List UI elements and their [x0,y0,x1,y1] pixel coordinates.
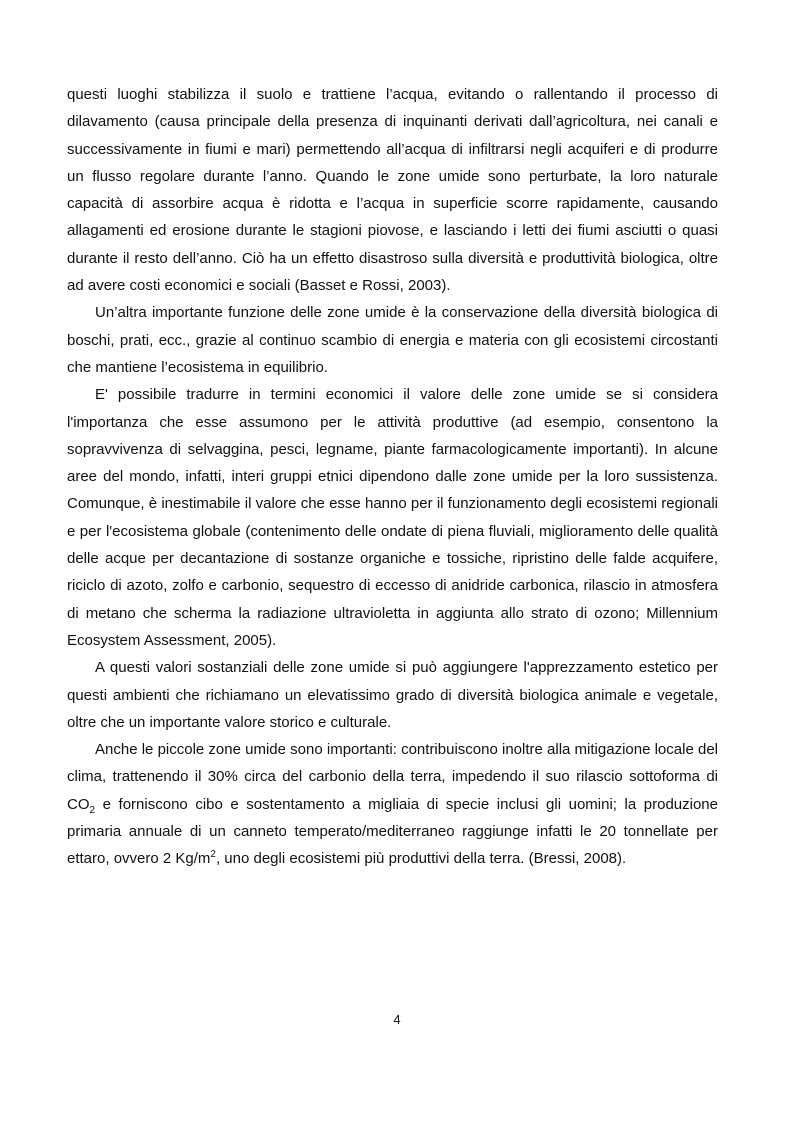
subscript-two: 2 [89,804,96,816]
superscript-two: 2 [210,849,216,861]
paragraph-piccole-zone-umide [67,736,718,872]
paragraph-text-part3: , uno degli ecosistemi più produttivi della terra. (Bressi, 2008). [215,850,627,868]
paragraph-text-part1: Anche le piccole zone umide sono importanti: contribuiscono inoltre alla mitigazione locale del clima, trattenendo il 30% circa del carbonio della terra, impedendo il suo rilascio sottoforma di CO [67,741,718,813]
paragraph-diversita-biologica: Un’altra importante funzione delle zone umide è la conservazione della diversità biologica di boschi, prati, ecc., grazie al continuo scambio di energia e materia con gli ecosistemi circostanti che mantiene l’ecosistema in equilibrio. [67,304,718,376]
page-body [67,81,718,873]
paragraph-dilavamento: questi luoghi stabilizza il suolo e trattiene l’acqua, evitando o rallentando il processo di dilavamento (causa principale della presenza di inquinanti derivati dall’agricoltura, nei canali e successivamente in fiumi e mari) permettendo all’acqua di infiltrarsi negli acquiferi e di produrre un flusso regolare durante l’anno. Quando le zone umide sono perturbate, la loro naturale capacità di assorbire acqua è ridotta e l’acqua in superficie scorre rapidamente, causando allagamenti ed erosione durante le stagioni piovose, e lasciando i letti dei fiumi asciutti o quasi durante il resto dell’anno. Ciò ha un effetto disastroso sulla diversità e produttività biologica, oltre ad avere costi economici e sociali (Basset e Rossi, 2003). [67,86,718,295]
paragraph-valore-economico: E' possibile tradurre in termini economici il valore delle zone umide se si considera l'importanza che esse assumono per le attività produttive (ad esempio, consentono la sopravvivenza di selvaggina, pesci, legname, piante farmacologicamente importanti). In alcune aree del mondo, infatti, interi gruppi etnici dipendono dalle zone umide per la loro sussistenza. Comunque, è inestimabile il valore che esse hanno per il funzionamento degli ecosistemi regionali e per l'ecosistema globale (contenimento delle ondate di piena fluviali, miglioramento delle qualità delle acque per decantazione di sostanze organiche e tossiche, ripristino delle falde acquifere, riciclo di azoto, zolfo e carbonio, sequestro di eccesso di anidride carbonica, rilascio in atmosfera di metano che scherma la radiazione ultravioletta in aggiunta allo strato di ozono; Millennium Ecosystem Assessment, 2005). [67,386,718,649]
page-number: 4 [393,1012,401,1027]
paragraph-text-part2: e forniscono cibo e sostentamento a migliaia di specie inclusi gli uomini; la produzione primaria annuale di un canneto temperato/mediterraneo raggiunge infatti le 20 tonnellate per ettaro, ovvero 2 Kg/m [67,795,718,868]
paragraph-valore-estetico: A questi valori sostanziali delle zone umide si può aggiungere l'apprezzamento estetico per questi ambienti che richiamano un elevatissimo grado di diversità biologica animale e vegetale, oltre che un importante valore storico e culturale. [67,659,718,731]
